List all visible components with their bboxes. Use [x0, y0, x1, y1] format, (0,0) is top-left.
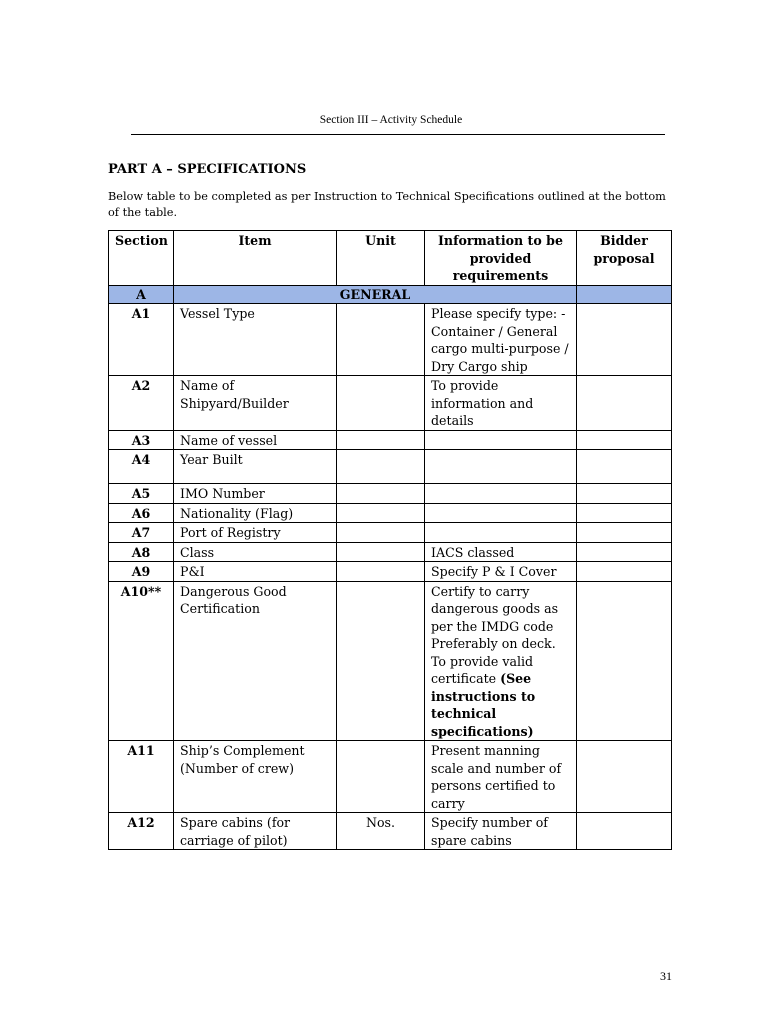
row-info — [425, 484, 577, 504]
table-row — [109, 581, 672, 741]
table-row — [109, 542, 672, 562]
row-unit — [337, 450, 425, 484]
row-bidder-proposal[interactable] — [577, 813, 672, 850]
row-bidder-proposal[interactable] — [577, 503, 672, 523]
row-section: A3 — [109, 430, 174, 450]
row-item: Name of vessel — [174, 430, 337, 450]
row-unit — [337, 562, 425, 582]
specifications-table — [108, 230, 672, 850]
row-info-bold-note: (See instructions to technical specifications) — [431, 671, 536, 739]
row-item: Ship’s Complement (Number of crew) — [174, 741, 337, 813]
group-section: A — [109, 285, 174, 304]
row-info — [425, 523, 577, 543]
group-label: GENERAL — [174, 285, 577, 304]
table-row — [109, 450, 672, 484]
row-section: A9 — [109, 562, 174, 582]
part-title: PART A – SPECIFICATIONS — [108, 162, 307, 177]
row-info — [425, 450, 577, 484]
row-info-text: Certify to carry dangerous goods as per the IMDG code Preferably on deck. To provide valid certificate — [431, 583, 559, 686]
row-info: Present manning scale and number of persons certified to carry — [425, 741, 577, 813]
row-info — [425, 581, 577, 741]
row-info — [425, 430, 577, 450]
row-unit — [337, 304, 425, 376]
column-header-item: Item — [174, 231, 337, 286]
row-unit — [337, 503, 425, 523]
row-bidder-proposal[interactable] — [577, 304, 672, 376]
row-info: To provide information and details — [425, 376, 577, 431]
row-item: Year Built — [174, 450, 337, 484]
header-divider — [131, 134, 665, 135]
row-item: Nationality (Flag) — [174, 503, 337, 523]
row-bidder-proposal[interactable] — [577, 484, 672, 504]
row-item: IMO Number — [174, 484, 337, 504]
group-bidder-cell — [577, 285, 672, 304]
row-item: Dangerous Good Certification — [174, 581, 337, 741]
row-unit — [337, 376, 425, 431]
row-bidder-proposal[interactable] — [577, 376, 672, 431]
row-section: A7 — [109, 523, 174, 543]
row-section: A1 — [109, 304, 174, 376]
row-unit — [337, 741, 425, 813]
table-row — [109, 523, 672, 543]
row-section: A12 — [109, 813, 174, 850]
page-number: 31 — [660, 969, 672, 983]
row-section: A6 — [109, 503, 174, 523]
column-header-section: Section — [109, 231, 174, 286]
table-row — [109, 562, 672, 582]
row-unit — [337, 542, 425, 562]
row-info: IACS classed — [425, 542, 577, 562]
row-item: Port of Registry — [174, 523, 337, 543]
row-info: Please specify type: - Container / General cargo multi-purpose / Dry Cargo ship — [425, 304, 577, 376]
column-header-bidder-proposal: Bidder proposal — [577, 231, 672, 286]
row-info — [425, 503, 577, 523]
intro-text: Below table to be completed as per Instruction to Technical Specifications outlined at the bottom of the table. — [108, 190, 666, 219]
row-info: Specify P & I Cover — [425, 562, 577, 582]
row-section: A11 — [109, 741, 174, 813]
row-unit — [337, 484, 425, 504]
row-item: Class — [174, 542, 337, 562]
row-unit — [337, 430, 425, 450]
row-unit — [337, 523, 425, 543]
row-item: Spare cabins (for carriage of pilot) — [174, 813, 337, 850]
row-item: Name of Shipyard/Builder — [174, 376, 337, 431]
row-bidder-proposal[interactable] — [577, 741, 672, 813]
row-bidder-proposal[interactable] — [577, 581, 672, 741]
row-item: Vessel Type — [174, 304, 337, 376]
row-section: A8 — [109, 542, 174, 562]
row-item: P&I — [174, 562, 337, 582]
row-section: A10** — [109, 581, 174, 741]
row-bidder-proposal[interactable] — [577, 562, 672, 582]
table-row — [109, 430, 672, 450]
row-info: Specify number of spare cabins — [425, 813, 577, 850]
row-unit — [337, 581, 425, 741]
table-row — [109, 304, 672, 376]
table-row — [109, 813, 672, 850]
row-section: A5 — [109, 484, 174, 504]
row-bidder-proposal[interactable] — [577, 450, 672, 484]
page-header: Section III – Activity Schedule — [319, 114, 463, 126]
column-header-unit: Unit — [337, 231, 425, 286]
table-row — [109, 741, 672, 813]
table-row — [109, 376, 672, 431]
row-unit: Nos. — [337, 813, 425, 850]
row-section: A4 — [109, 450, 174, 484]
group-row-general — [109, 285, 672, 304]
row-bidder-proposal[interactable] — [577, 430, 672, 450]
table-row — [109, 503, 672, 523]
table-row — [109, 484, 672, 504]
column-header-information: Information to be provided requirements — [425, 231, 577, 286]
row-section: A2 — [109, 376, 174, 431]
row-bidder-proposal[interactable] — [577, 542, 672, 562]
table-header-row — [109, 231, 672, 286]
row-bidder-proposal[interactable] — [577, 523, 672, 543]
